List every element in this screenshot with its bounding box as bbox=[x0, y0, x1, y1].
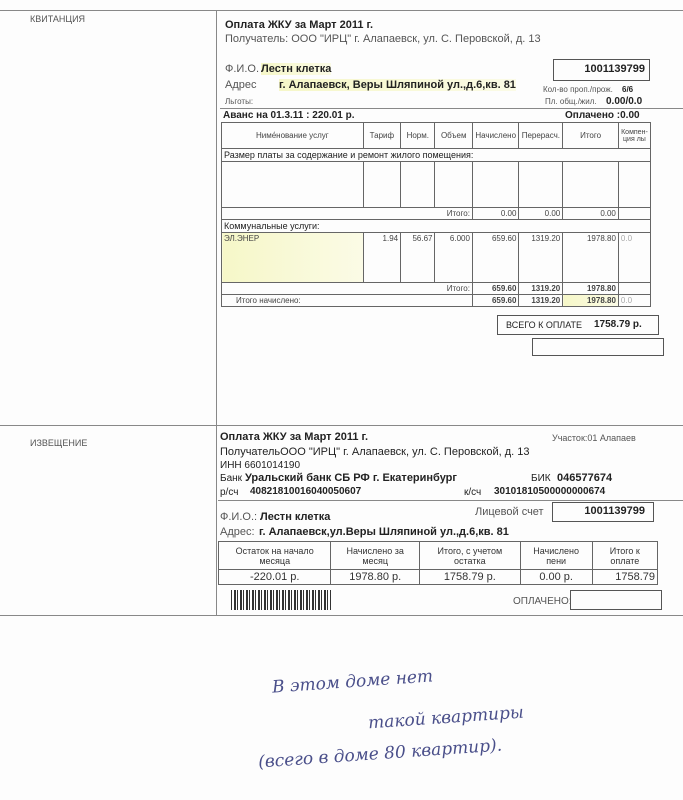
section-utilities: Коммунальные услуги: bbox=[222, 220, 651, 233]
cell: 1978.80 bbox=[563, 295, 619, 307]
cell: 0.00 р. bbox=[520, 570, 592, 585]
total-to-pay-value: 1758.79 р. bbox=[594, 319, 642, 330]
cell: 0.00 bbox=[472, 208, 519, 220]
col-name: Ниме́нование услуг bbox=[222, 123, 364, 149]
cell: ЭЛ.ЭНЕР bbox=[222, 233, 364, 283]
stamp-box bbox=[532, 338, 664, 356]
ks-label: к/сч bbox=[464, 487, 482, 498]
col-charged: Начислено за месяц bbox=[331, 542, 420, 570]
account-box bbox=[553, 59, 650, 81]
services-table bbox=[221, 122, 651, 307]
cell: 0.0 bbox=[618, 295, 650, 307]
cut-line-vertical bbox=[216, 10, 217, 615]
inn: ИНН 6601014190 bbox=[220, 460, 301, 471]
cell: 56.67 bbox=[401, 233, 435, 283]
account-label: Лицевой счет bbox=[475, 506, 544, 518]
table-row bbox=[222, 295, 651, 307]
summary-table bbox=[218, 541, 658, 585]
cell: 1978.80 р. bbox=[331, 570, 420, 585]
residents-label: Кол-во проп./прож. bbox=[543, 85, 613, 94]
handwritten-note-line-3: (всего в доме 80 квартир). bbox=[257, 735, 503, 773]
subtotal-label: Итого: bbox=[222, 283, 473, 295]
col-charged: Начислено bbox=[472, 123, 519, 149]
rule bbox=[218, 500, 683, 501]
receipt-recipient: Получатель: ООО "ИРЦ" г. Алапаевск, ул. С. Перовской, д. 13 bbox=[225, 33, 541, 45]
address-value: г. Алапаевск, Веры Шляпиной ул.,д.6,кв. 81 bbox=[279, 79, 516, 91]
table-row bbox=[222, 208, 651, 220]
cell: 0.0 bbox=[618, 233, 650, 283]
top-border bbox=[0, 10, 683, 11]
bik-label: БИК bbox=[531, 473, 551, 484]
notice-address-label: Адрес: bbox=[220, 526, 255, 538]
benefits-label: Льготы: bbox=[225, 97, 254, 106]
residents-value: 6/6 bbox=[622, 85, 634, 94]
paid-amount: Оплачено :0.00 bbox=[565, 110, 640, 121]
col-norm: Норм. bbox=[401, 123, 435, 149]
notice-address: г. Алапаевск,ул.Веры Шляпиной ул.,д.6,кв. 81 bbox=[259, 526, 509, 538]
bank-label: Банк bbox=[220, 473, 243, 484]
col-recalc: Перерасч. bbox=[519, 123, 563, 149]
notice-fio: Лестн клетка bbox=[260, 511, 331, 523]
account-number: 1001139799 bbox=[584, 63, 645, 75]
cell: 659.60 bbox=[472, 295, 519, 307]
notice-account-box bbox=[552, 502, 654, 522]
col-comp: Компен-ция лы bbox=[618, 123, 650, 149]
handwritten-note-line-1: В этом доме нет bbox=[271, 666, 434, 698]
col-total-pay: Итого к оплате bbox=[592, 542, 657, 570]
rs-label: р/сч bbox=[220, 487, 239, 498]
cell: 1.94 bbox=[363, 233, 400, 283]
cell: 0.00 bbox=[519, 208, 563, 220]
cell: 659.60 bbox=[472, 283, 519, 295]
subtotal-label: Итого: bbox=[222, 208, 473, 220]
handwritten-note-line-2: такой квартиры bbox=[367, 702, 525, 734]
cell: 1319.20 bbox=[519, 283, 563, 295]
receipt-title: Оплата ЖКУ за Март 2011 г. bbox=[225, 19, 374, 31]
total-to-pay-box bbox=[497, 315, 659, 335]
cell: 1758.79 р. bbox=[419, 570, 520, 585]
ks-value: 30101810500000000674 bbox=[494, 486, 606, 497]
notice-recipient: ПолучательООО "ИРЦ" г. Алапаевск, ул. С. Перовской, д. 13 bbox=[220, 446, 530, 458]
notice-title: Оплата ЖКУ за Март 2011 г. bbox=[220, 431, 369, 443]
area-value: 0.00/0.0 bbox=[606, 96, 643, 107]
cell: 6.000 bbox=[435, 233, 472, 283]
total-to-pay-label: ВСЕГО К ОПЛАТЕ bbox=[506, 320, 582, 330]
area-label: Пл. общ./жил. bbox=[545, 97, 597, 106]
fio-value: Лестн клетка bbox=[261, 63, 332, 75]
cell: -220.01 р. bbox=[219, 570, 331, 585]
col-volume: Объем bbox=[435, 123, 472, 149]
bank-name: Уральский банк СБ РФ г. Екатеринбург bbox=[245, 472, 457, 484]
col-tariff: Тариф bbox=[363, 123, 400, 149]
cell: 1319.20 bbox=[519, 233, 563, 283]
section-divider bbox=[0, 425, 683, 426]
cell: 1978.80 bbox=[563, 283, 619, 295]
table-header bbox=[219, 542, 658, 570]
col-total-balance: Итого, с учетом остатка bbox=[419, 542, 520, 570]
paid-label: ОПЛАЧЕНО: bbox=[513, 596, 572, 607]
address-label: Адрес bbox=[225, 79, 257, 91]
table-header bbox=[222, 123, 651, 149]
receipt-label: КВИТАНЦИЯ bbox=[30, 14, 86, 24]
notice-fio-label: Ф.И.О.: bbox=[220, 511, 258, 523]
table-row bbox=[222, 233, 651, 283]
cell: 1319.20 bbox=[519, 295, 563, 307]
cell: 1758.79 bbox=[592, 570, 657, 585]
table-row bbox=[222, 283, 651, 295]
notice-account-number: 1001139799 bbox=[584, 505, 645, 517]
col-penalty: Начислено пени bbox=[520, 542, 592, 570]
rs-value: 40821810016040050607 bbox=[250, 486, 362, 497]
grand-total-label: Итого начислено: bbox=[222, 295, 473, 307]
bik-value: 046577674 bbox=[557, 472, 613, 484]
col-total: Итого bbox=[563, 123, 619, 149]
section-maintenance: Размер платы за содержание и ремонт жилого помещения: bbox=[222, 149, 651, 162]
fio-label: Ф.И.О. bbox=[225, 63, 259, 75]
advance: Аванс на 01.3.11 : 220.01 р. bbox=[223, 110, 355, 121]
bottom-border bbox=[0, 615, 683, 616]
cell: 659.60 bbox=[472, 233, 519, 283]
barcode bbox=[231, 590, 331, 610]
cell: 1978.80 bbox=[563, 233, 619, 283]
paid-box bbox=[570, 590, 662, 610]
rule bbox=[220, 108, 683, 109]
col-balance: Остаток на начало месяца bbox=[219, 542, 331, 570]
cell: 0.00 bbox=[563, 208, 619, 220]
district: Участок:01 Алапаев bbox=[552, 433, 636, 443]
table-row bbox=[219, 570, 658, 585]
notice-label: ИЗВЕЩЕНИЕ bbox=[30, 438, 88, 448]
